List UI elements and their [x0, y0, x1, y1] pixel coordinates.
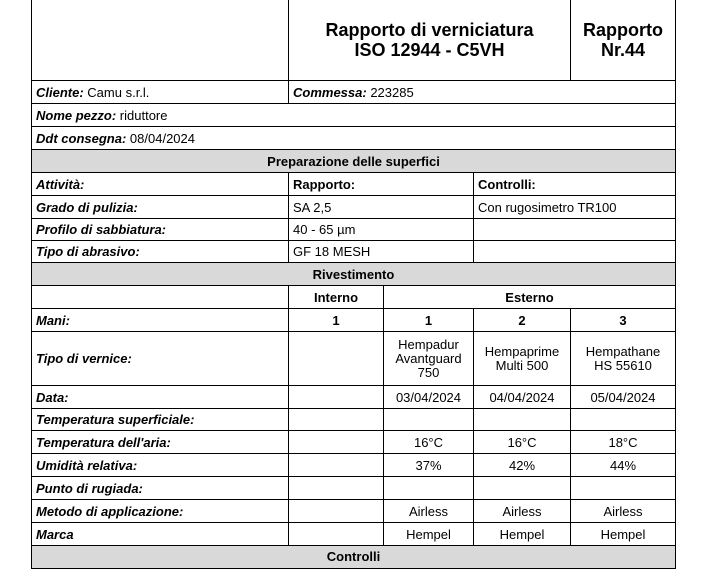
- commessa-field: [288, 80, 676, 104]
- umidita-relativa-cell-text: 37%: [415, 457, 442, 473]
- umidita-relativa-cell: [288, 453, 384, 477]
- nome-pezzo-field-label: Nome pezzo:: [36, 107, 117, 123]
- section-controlli: [31, 545, 676, 569]
- ddt-consegna-field: [31, 126, 676, 150]
- cliente-field: [31, 80, 289, 104]
- umidita-relativa-cell: [570, 453, 676, 477]
- punto-rugiada-label-text: Punto di rugiada:: [36, 480, 143, 496]
- ddt-consegna-field-label: Ddt consegna:: [36, 130, 127, 146]
- tipo-vernice-label-text: Tipo di vernice:: [36, 351, 132, 366]
- temperatura-superficiale-cell: [383, 408, 474, 431]
- punto-rugiada-cell: [473, 476, 571, 500]
- data-cell: [570, 385, 676, 409]
- tipo-vernice-line: Avantguard: [395, 350, 462, 366]
- marca-label: [31, 522, 289, 546]
- commessa-field-label: Commessa:: [293, 84, 367, 100]
- punto-rugiada-label: [31, 476, 289, 500]
- temperatura-aria-cell-text: 16°C: [413, 434, 444, 450]
- metodo-applicazione-cell: [570, 499, 676, 523]
- data-cell: [473, 385, 571, 409]
- cliente-field-label: Cliente:: [36, 84, 84, 100]
- temperatura-aria-cell: [288, 430, 384, 454]
- temperatura-aria-cell-text: 18°C: [608, 434, 638, 450]
- col-attivita: [31, 172, 289, 196]
- nome-pezzo-field-value: riduttore: [119, 107, 168, 123]
- report-title-box: [288, 0, 571, 81]
- col-controlli-text: Controlli:: [478, 176, 536, 192]
- tipo-vernice-line: Multi 500: [495, 357, 549, 373]
- temperatura-superficiale-cell: [288, 408, 384, 431]
- data-label: [31, 385, 289, 409]
- temperatura-aria-cell: [383, 430, 474, 454]
- punto-rugiada-cell: [288, 476, 384, 500]
- section-rivestimento: [31, 262, 676, 286]
- prep-rapporto: [288, 218, 474, 241]
- prep-controlli: [473, 240, 676, 263]
- temperatura-aria-label-text: Temperatura dell'aria:: [36, 434, 171, 450]
- marca-label-text: Marca: [36, 526, 74, 542]
- prep-label: [31, 195, 289, 219]
- data-cell-text: 04/04/2024: [489, 389, 555, 405]
- umidita-relativa-cell: [383, 453, 474, 477]
- punto-rugiada-cell: [570, 476, 676, 500]
- tipo-vernice-cell: [383, 331, 474, 386]
- data-label-text: Data:: [36, 389, 69, 405]
- prep-label: [31, 240, 289, 263]
- section-preparazione: [31, 149, 676, 173]
- col-attivita-text: Attività:: [36, 176, 85, 192]
- prep-controlli: [473, 218, 676, 241]
- data-cell: [288, 385, 384, 409]
- mani-cell: [288, 308, 384, 332]
- mani-cell-text: 1: [332, 312, 340, 328]
- umidita-relativa-label-text: Umidità relativa:: [36, 457, 138, 473]
- tipo-vernice-cell: [570, 331, 676, 386]
- umidita-relativa-cell-text: 42%: [508, 457, 536, 473]
- mani-cell-text: 1: [424, 312, 433, 328]
- col-controlli: [473, 172, 676, 196]
- data-cell: [383, 385, 474, 409]
- mani-cell-text: 2: [518, 312, 526, 328]
- interno-header-text: Interno: [313, 289, 359, 305]
- mani-label: [31, 308, 289, 332]
- punto-rugiada-cell: [383, 476, 474, 500]
- marca-cell-text: Hempel: [406, 526, 451, 542]
- prep-rapporto-text: SA 2,5: [293, 199, 332, 215]
- ddt-consegna-field-value: 08/04/2024: [129, 130, 195, 146]
- umidita-relativa-label: [31, 453, 289, 477]
- tipo-vernice-line: Hempaprime: [484, 343, 560, 359]
- prep-label-text: Grado di pulizia:: [36, 199, 138, 215]
- report-number-box: [570, 0, 676, 81]
- temperatura-aria-label: [31, 430, 289, 454]
- tipo-vernice-line: Hempadur: [398, 336, 459, 352]
- temperatura-aria-cell-text: 16°C: [507, 434, 537, 450]
- commessa-field-value: 223285: [370, 84, 414, 100]
- prep-label-text: Tipo di abrasivo:: [36, 244, 140, 259]
- prep-rapporto: [288, 195, 474, 219]
- metodo-applicazione-cell-text: Airless: [408, 503, 448, 519]
- mani-cell: [473, 308, 571, 332]
- umidita-relativa-cell-text: 44%: [609, 457, 637, 473]
- data-cell-text: 03/04/2024: [395, 389, 462, 405]
- temperatura-aria-cell: [473, 430, 571, 454]
- mani-label-text: Mani:: [36, 312, 70, 328]
- rivestimento-corner: [31, 285, 289, 309]
- metodo-applicazione-cell-text: Airless: [502, 503, 542, 519]
- marca-cell: [570, 522, 676, 546]
- marca-cell-text: Hempel: [499, 526, 545, 542]
- metodo-applicazione-cell: [383, 499, 474, 523]
- esterno-header: [383, 285, 676, 309]
- tipo-vernice-cell: [473, 331, 571, 386]
- prep-rapporto: [288, 240, 474, 263]
- mani-cell: [570, 308, 676, 332]
- metodo-applicazione-cell: [288, 499, 384, 523]
- tipo-vernice-line: HS 55610: [594, 357, 652, 373]
- report-sheet: [31, 0, 675, 570]
- temperatura-superficiale-label: [31, 408, 289, 431]
- tipo-vernice-line: Hempathane: [585, 343, 661, 359]
- section-preparazione-text: Preparazione delle superfici: [267, 153, 440, 169]
- nome-pezzo-field: [31, 103, 676, 127]
- temperatura-superficiale-cell: [570, 408, 676, 431]
- prep-controlli-text: Con rugosimetro TR100: [478, 199, 617, 215]
- report-title-line1: Rapporto di verniciatura: [325, 20, 534, 40]
- tipo-vernice-label: [31, 331, 289, 386]
- report-number-value: Nr.44: [600, 40, 646, 60]
- marca-cell-text: Hempel: [600, 526, 646, 542]
- prep-controlli: [473, 195, 676, 219]
- tipo-vernice-cell: [288, 331, 384, 386]
- marca-cell: [383, 522, 474, 546]
- col-rapporto: [288, 172, 474, 196]
- col-rapporto-text: Rapporto:: [293, 176, 356, 192]
- marca-cell: [288, 522, 384, 546]
- temperatura-superficiale-label-text: Temperatura superficiale:: [36, 412, 195, 427]
- prep-label: [31, 218, 289, 241]
- prep-rapporto-text: 40 - 65 µm: [293, 222, 356, 237]
- data-cell-text: 05/04/2024: [590, 389, 656, 405]
- umidita-relativa-cell: [473, 453, 571, 477]
- metodo-applicazione-label-text: Metodo di applicazione:: [36, 503, 184, 519]
- temperatura-aria-cell: [570, 430, 676, 454]
- marca-cell: [473, 522, 571, 546]
- report-title-line2: ISO 12944 - C5VH: [354, 40, 505, 60]
- esterno-header-text: Esterno: [505, 289, 554, 305]
- report-number-label: Rapporto: [583, 20, 663, 40]
- section-controlli-text: Controlli: [326, 549, 381, 564]
- metodo-applicazione-cell: [473, 499, 571, 523]
- metodo-applicazione-cell-text: Airless: [603, 503, 643, 519]
- cliente-field-value: Camu s.r.l.: [87, 84, 150, 100]
- interno-header: [288, 285, 384, 309]
- header-logo-box: [31, 0, 289, 81]
- metodo-applicazione-label: [31, 499, 289, 523]
- mani-cell-text: 3: [619, 312, 627, 328]
- section-rivestimento-text: Rivestimento: [312, 266, 395, 282]
- mani-cell: [383, 308, 474, 332]
- temperatura-superficiale-cell: [473, 408, 571, 431]
- prep-label-text: Profilo di sabbiatura:: [36, 222, 167, 237]
- tipo-vernice-line: 750: [417, 364, 440, 380]
- prep-rapporto-text: GF 18 MESH: [293, 244, 371, 259]
